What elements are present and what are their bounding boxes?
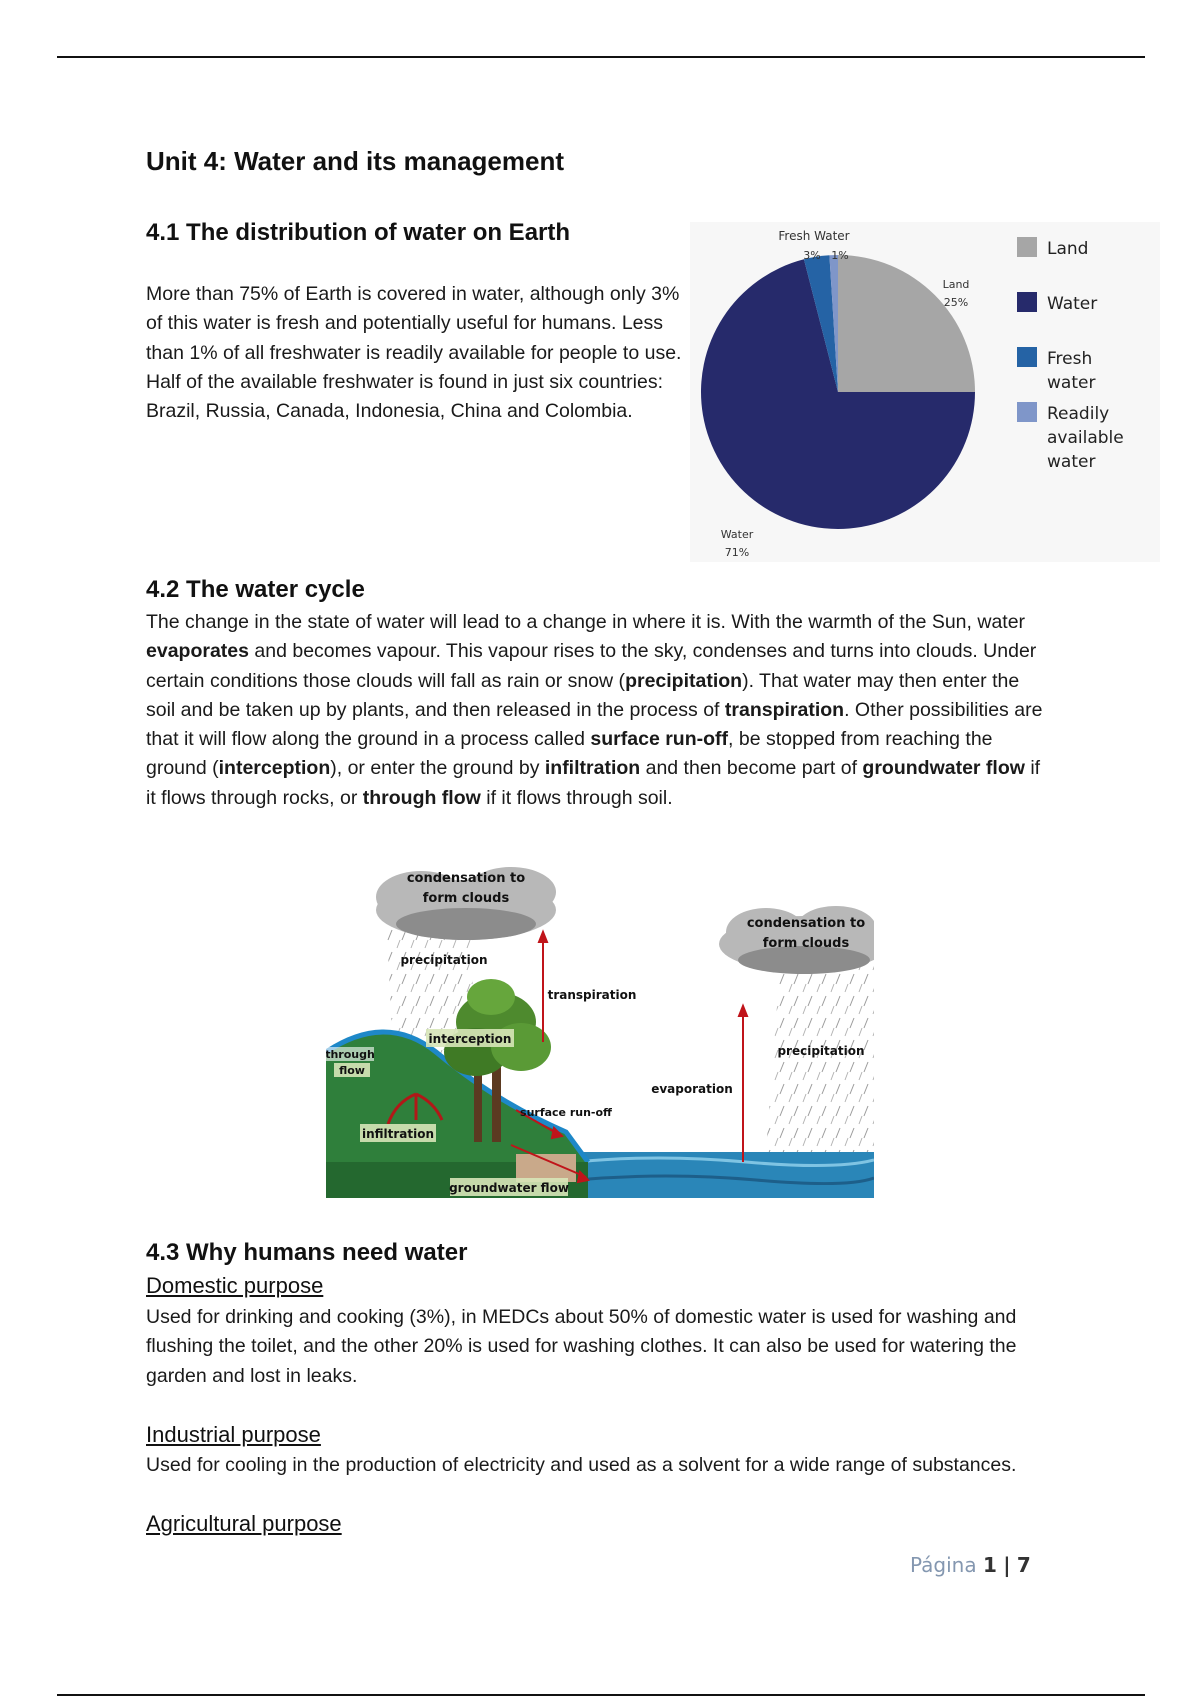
page-separator: |: [1003, 1553, 1011, 1577]
legend-swatch-3: [1017, 402, 1037, 422]
footer-rule: [57, 1694, 1145, 1696]
label-through-flow-2: flow: [339, 1064, 365, 1077]
legend-label-3-2: water: [1047, 452, 1096, 472]
industrial-purpose-body: Used for cooling in the production of electricity and used as a solvent for a wide range of substances.: [146, 1454, 1017, 1476]
section-heading-4-2: 4.2 The water cycle: [146, 576, 365, 603]
domestic-purpose-body: Used for drinking and cooking (3%), in MEDCs about 50% of domestic water is used for washing and flushing the toilet, and the other 20% is used for washing clothes. It can also be used for watering the garden and lost in leaks.: [146, 1306, 1017, 1387]
legend-label-3-0: Readily: [1047, 404, 1110, 424]
page-number: [910, 1553, 1031, 1577]
page-label: Página: [910, 1553, 977, 1577]
label-groundwater-flow: groundwater flow: [449, 1181, 569, 1195]
label-readily-pct: 1%: [831, 249, 849, 262]
term-evaporates: evaporates: [146, 640, 249, 663]
label-cloud-left-1: condensation to: [406, 871, 526, 886]
header-rule: [57, 56, 1145, 58]
term-infiltration: infiltration: [544, 757, 641, 780]
label-precipitation-right: precipitation: [777, 1044, 865, 1058]
label-precipitation-left: precipitation: [400, 953, 488, 967]
pie-slices: [701, 255, 975, 529]
label-fresh-water: Fresh Water: [778, 229, 850, 243]
legend-label-0-0: Land: [1047, 239, 1089, 259]
section-heading-4-1: 4.1 The distribution of water on Earth: [146, 219, 571, 246]
label-evaporation: evaporation: [651, 1082, 733, 1096]
water-distribution-chart: [690, 222, 1160, 562]
water-cycle-diagram: [326, 862, 874, 1198]
legend-swatch-0: [1017, 237, 1037, 257]
label-land-pct: 25%: [943, 296, 969, 309]
legend-swatch-2: [1017, 347, 1037, 367]
label-transpiration: transpiration: [547, 988, 637, 1002]
legend-label-3-1: available: [1047, 428, 1124, 448]
section-heading-4-3: 4.3 Why humans need water: [146, 1239, 468, 1266]
label-cloud-left-2: form clouds: [422, 891, 510, 906]
page-total: 7: [1016, 1553, 1031, 1577]
label-through-flow-1: through: [326, 1048, 375, 1061]
label-land-name: Land: [942, 278, 970, 291]
term-precipitation: precipitation: [625, 669, 743, 692]
legend-label-2-1: water: [1047, 373, 1096, 393]
section-4-1-body: More than 75% of Earth is covered in water, although only 3% of this water is fresh and potentially useful for humans. Less than 1% of all freshwater is readily available for people to use. Half of the available freshwater is found in just six countries: Brazil, Russia, Canada, Indonesia, China and Colombia.: [146, 283, 682, 423]
label-water-name: Water: [720, 528, 754, 541]
domestic-purpose-title: Domestic purpose: [146, 1273, 324, 1298]
term-through-flow: through flow: [362, 786, 481, 809]
term-surface-runoff: surface run-off: [590, 728, 729, 751]
label-cloud-right-2: form clouds: [762, 936, 850, 951]
label-fresh-pct: 3%: [803, 249, 821, 262]
page-title: Unit 4: Water and its management: [146, 146, 564, 176]
section-4-2-body: The change in the state of water will lead to a change in where it is. With the warmth of the Sun, water evaporates and becomes vapour. This vapour rises to the sky, condenses and turns into clouds. Under certain conditions those clouds will fall as rain or snow (precipitation). That water may then enter the soil and be taken up by plants, and then released in the process of transpiration. Other possibilities are that it will flow along the ground in a process called surface run-off, be stopped from reaching the ground (interception), or enter the ground by infiltration and then become part of groundwater flow if it flows through rocks, or through flow if it flows through soil.: [146, 611, 1043, 809]
label-interception: interception: [428, 1032, 512, 1046]
term-groundwater-flow: groundwater flow: [862, 757, 1025, 780]
legend-swatch-1: [1017, 292, 1037, 312]
label-surface-runoff: surface run-off: [520, 1106, 612, 1119]
page-current: 1: [982, 1553, 997, 1577]
legend-label-2-0: Fresh: [1047, 349, 1093, 369]
term-transpiration: transpiration: [724, 698, 845, 721]
agricultural-purpose-title: Agricultural purpose: [146, 1511, 342, 1536]
label-cloud-right-1: condensation to: [746, 916, 866, 931]
term-interception: interception: [218, 757, 331, 780]
label-water-pct: 71%: [724, 546, 750, 559]
label-infiltration: infiltration: [361, 1127, 435, 1141]
legend-label-1-0: Water: [1047, 294, 1098, 314]
industrial-purpose-title: Industrial purpose: [146, 1422, 321, 1447]
